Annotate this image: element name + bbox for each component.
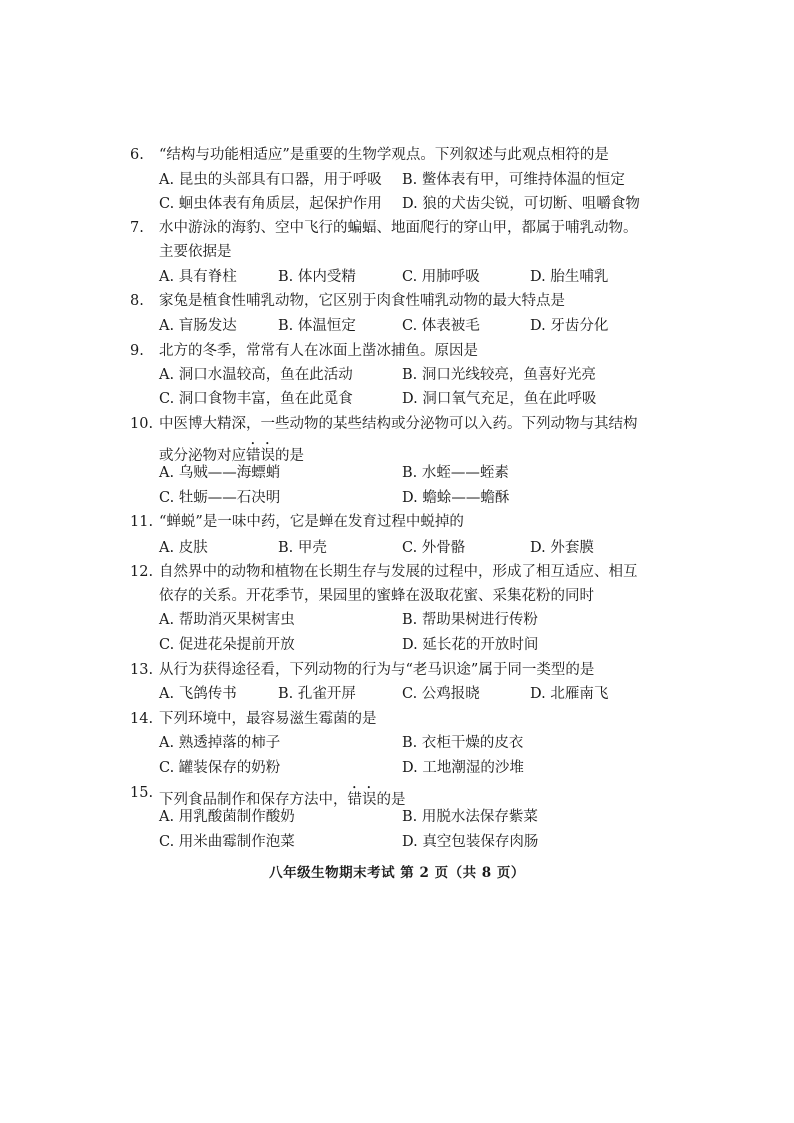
option-b: B. 洞口光线较亮，鱼喜好光亮 [402, 367, 596, 383]
question-number: 11. [130, 514, 154, 530]
option-b: B. 鳖体表有甲，可维持体温的恒定 [402, 172, 625, 188]
option-a: A. 盲肠发达 [159, 318, 237, 334]
question-number: 13. [130, 662, 154, 678]
question-text: 主要依据是 [159, 244, 232, 260]
question-number: 10. [130, 416, 154, 432]
option-a: A. 帮助消灭果树害虫 [159, 612, 295, 628]
option-c: C. 用米曲霉制作泡菜 [159, 834, 295, 850]
option-c: C. 公鸡报晓 [402, 686, 480, 702]
question-text-part: 的是 [275, 448, 304, 464]
option-b: B. 甲壳 [278, 540, 327, 556]
option-b: B. 衣柜干燥的皮衣 [402, 735, 524, 751]
option-c: C. 体表被毛 [402, 318, 480, 334]
option-d: D. 狼的犬齿尖锐，可切断、咀嚼食物 [402, 196, 640, 212]
option-d: D. 工地潮湿的沙堆 [402, 760, 524, 776]
question-text-part: 下列食品制作和保存方法中， [159, 792, 348, 808]
question-text: 北方的冬季，常常有人在冰面上凿冰捕鱼。原因是 [159, 343, 478, 359]
emphasized-word: 错误 [246, 448, 275, 464]
option-c: C. 蛔虫体表有角质层，起保护作用 [159, 196, 382, 212]
option-b: B. 体温恒定 [278, 318, 356, 334]
question-text: “蝉蜕”是一味中药，它是蝉在发育过程中蜕掉的 [159, 514, 464, 530]
question-number: 9. [130, 343, 144, 359]
question-number: 7. [130, 220, 144, 236]
question-text-part: 的是 [376, 792, 406, 808]
question-text: 从行为获得途径看，下列动物的行为与“老马识途”属于同一类型的是 [159, 662, 595, 678]
question-text: “结构与功能相适应”是重要的生物学观点。下列叙述与此观点相符的是 [159, 147, 609, 163]
option-a: A. 洞口水温较高，鱼在此活动 [159, 367, 353, 383]
question-text-part: 或分泌物对应 [159, 448, 246, 464]
option-c: C. 罐装保存的奶粉 [159, 760, 281, 776]
question-number: 12. [130, 564, 154, 580]
question-text: 依存的关系。开花季节，果园里的蜜蜂在汲取花蜜、采集花粉的同时 [159, 588, 594, 604]
option-b: B. 体内受精 [278, 269, 356, 285]
question-number: 14. [130, 711, 154, 727]
question-number: 8. [130, 293, 144, 309]
option-b: B. 用脱水法保存紫菜 [402, 809, 538, 825]
option-d: D. 牙齿分化 [530, 318, 609, 334]
question-text: 水中游泳的海豹、空中飞行的蝙蝠、地面爬行的穿山甲，都属于哺乳动物。 [159, 220, 638, 236]
question-number: 15. [130, 785, 154, 801]
question-text: 家兔是植食性哺乳动物，它区别于肉食性哺乳动物的最大特点是 [159, 293, 565, 309]
question-text: 自然界中的动物和植物在长期生存与发展的过程中，形成了相互适应、相互 [159, 564, 638, 580]
question-text [159, 440, 304, 465]
emphasized-word: 错误 [347, 792, 377, 808]
option-c: C. 外骨骼 [402, 540, 466, 556]
option-c: C. 促进花朵提前开放 [159, 637, 295, 653]
question-number: 6. [130, 147, 144, 163]
option-d: D. 真空包装保存肉肠 [402, 834, 539, 850]
option-c: C. 牡蛎——石决明 [159, 490, 281, 506]
question-text [159, 784, 406, 809]
option-a: A. 熟透掉落的柿子 [159, 735, 281, 751]
option-a: A. 具有脊柱 [159, 269, 237, 285]
option-d: D. 洞口氧气充足，鱼在此呼吸 [402, 391, 597, 407]
option-d: D. 北雁南飞 [530, 686, 609, 702]
option-c: C. 用肺呼吸 [402, 269, 480, 285]
option-a: A. 飞鸽传书 [159, 686, 237, 702]
question-text: 下列环境中，最容易滋生霉菌的是 [159, 711, 377, 727]
option-a: A. 昆虫的头部具有口器，用于呼吸 [159, 172, 382, 188]
option-a: A. 用乳酸菌制作酸奶 [159, 809, 295, 825]
option-d: D. 外套膜 [530, 540, 594, 556]
option-b: B. 帮助果树进行传粉 [402, 612, 538, 628]
option-d: D. 蟾蜍——蟾酥 [402, 490, 510, 506]
option-a: A. 皮肤 [159, 540, 208, 556]
page-footer: 八年级生物期末考试 第 2 页（共 8 页） [269, 865, 525, 881]
option-a: A. 乌贼——海螵蛸 [159, 465, 281, 481]
option-b: B. 水蛭——蛭素 [402, 465, 509, 481]
option-c: C. 洞口食物丰富，鱼在此觅食 [159, 391, 353, 407]
option-d: D. 胎生哺乳 [530, 269, 609, 285]
option-b: B. 孔雀开屏 [278, 686, 356, 702]
question-text: 中医博大精深，一些动物的某些结构或分泌物可以入药。下列动物与其结构 [159, 416, 638, 432]
option-d: D. 延长花的开放时间 [402, 637, 539, 653]
